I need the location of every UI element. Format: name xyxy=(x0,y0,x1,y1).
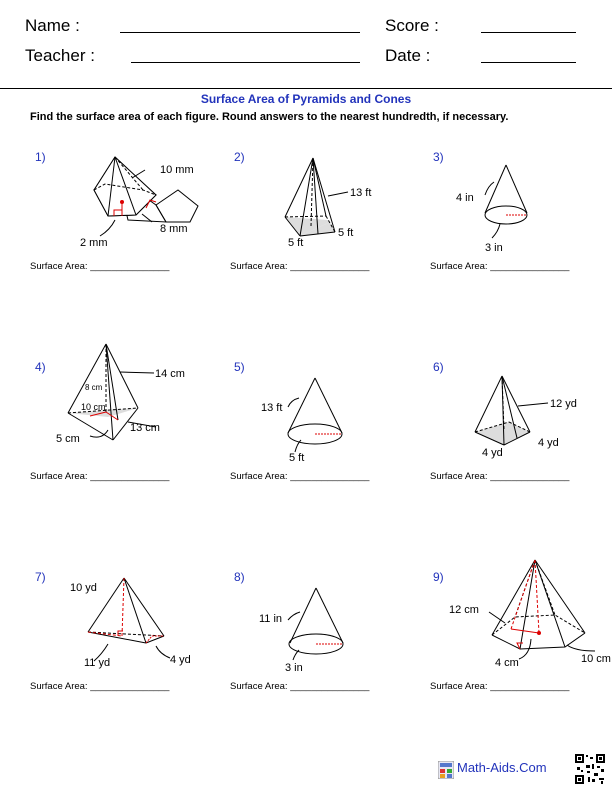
problem-9-number: 9) xyxy=(433,570,444,584)
problem-9-side-label: 4 cm xyxy=(495,657,519,669)
score-field[interactable] xyxy=(481,32,576,33)
problem-2-base-label-front: 5 ft xyxy=(288,237,304,249)
date-field[interactable] xyxy=(481,62,576,63)
name-field[interactable] xyxy=(120,32,360,33)
problem-1-slant-label: 10 mm xyxy=(160,164,194,176)
problem-5-slant-label: 13 ft xyxy=(261,402,283,414)
brand-link[interactable]: Math-Aids.Com xyxy=(457,760,547,775)
problem-6-number: 6) xyxy=(433,360,444,374)
problem-7-width-label: 4 yd xyxy=(170,654,191,666)
problem-4-answer[interactable]: Surface Area: _______________ xyxy=(30,471,170,482)
problem-6-answer[interactable]: Surface Area: _______________ xyxy=(430,471,570,482)
worksheet-title: Surface Area of Pyramids and Cones xyxy=(200,92,412,106)
score-label: Score : xyxy=(385,16,439,35)
problem-4-base-label: 13 cm xyxy=(130,422,160,434)
header-divider xyxy=(0,88,612,89)
name-label: Name : xyxy=(25,16,80,35)
problem-8-answer[interactable]: Surface Area: _______________ xyxy=(230,681,370,692)
problem-6-slant-label: 12 yd xyxy=(550,398,577,410)
problem-2-number: 2) xyxy=(234,150,245,164)
problem-8-drawing xyxy=(255,580,375,675)
problem-9-drawing xyxy=(445,555,612,670)
problem-7-number: 7) xyxy=(35,570,46,584)
problem-2-slant-label: 13 ft xyxy=(350,187,372,199)
problem-4-height-label: 8 cm xyxy=(85,383,103,392)
teacher-field[interactable] xyxy=(131,62,360,63)
problem-5-radius-label: 5 ft xyxy=(289,452,305,464)
teacher-label: Teacher : xyxy=(25,46,95,65)
problem-6-base-label-front: 4 yd xyxy=(482,447,503,459)
problem-7-length-label: 11 yd xyxy=(84,657,111,669)
problem-8-number: 8) xyxy=(234,570,245,584)
problem-7-answer[interactable]: Surface Area: _______________ xyxy=(30,681,170,692)
date-label: Date : xyxy=(385,46,431,65)
problem-4-number: 4) xyxy=(35,360,46,374)
problem-1-apothem-label: 2 mm xyxy=(80,237,108,249)
problem-5-number: 5) xyxy=(234,360,245,374)
problem-8-radius-label: 3 in xyxy=(285,662,303,674)
problem-9-slant-label: 12 cm xyxy=(449,604,479,616)
problem-5-answer[interactable]: Surface Area: _______________ xyxy=(230,471,370,482)
problem-1-number: 1) xyxy=(35,150,46,164)
problem-4-drawing xyxy=(50,340,200,445)
problem-9-apothem-label: 10 cm xyxy=(581,653,611,665)
problem-1-answer[interactable]: Surface Area: _______________ xyxy=(30,261,170,272)
problem-5-drawing xyxy=(255,370,375,465)
problem-2-drawing xyxy=(270,150,410,250)
problem-4-side-label: 5 cm xyxy=(56,433,80,445)
problem-4-slant-label: 14 cm xyxy=(155,368,185,380)
problem-1-side-label: 8 mm xyxy=(160,223,188,235)
problem-7-height-label: 10 yd xyxy=(70,582,97,594)
problem-3-radius-label: 3 in xyxy=(485,242,503,254)
problem-6-base-label-side: 4 yd xyxy=(538,437,559,449)
problem-3-slant-label: 4 in xyxy=(456,192,474,204)
problem-6-drawing xyxy=(470,370,610,462)
problem-4-base-height-label: 10 cm xyxy=(81,402,106,412)
problem-2-base-label-side: 5 ft xyxy=(338,227,354,239)
problem-3-number: 3) xyxy=(433,150,444,164)
calculator-icon xyxy=(438,761,454,779)
instructions: Find the surface area of each figure. Round answers to the nearest hundredth, if necessary. xyxy=(30,111,509,123)
problem-7-drawing xyxy=(60,570,200,670)
problem-1-drawing xyxy=(70,150,230,250)
problem-3-drawing xyxy=(450,150,570,255)
problem-9-answer[interactable]: Surface Area: _______________ xyxy=(430,681,570,692)
problem-3-answer[interactable]: Surface Area: _______________ xyxy=(430,261,570,272)
problem-8-slant-label: 11 in xyxy=(259,613,283,625)
qr-code-icon xyxy=(574,753,606,785)
problem-2-answer[interactable]: Surface Area: _______________ xyxy=(230,261,370,272)
